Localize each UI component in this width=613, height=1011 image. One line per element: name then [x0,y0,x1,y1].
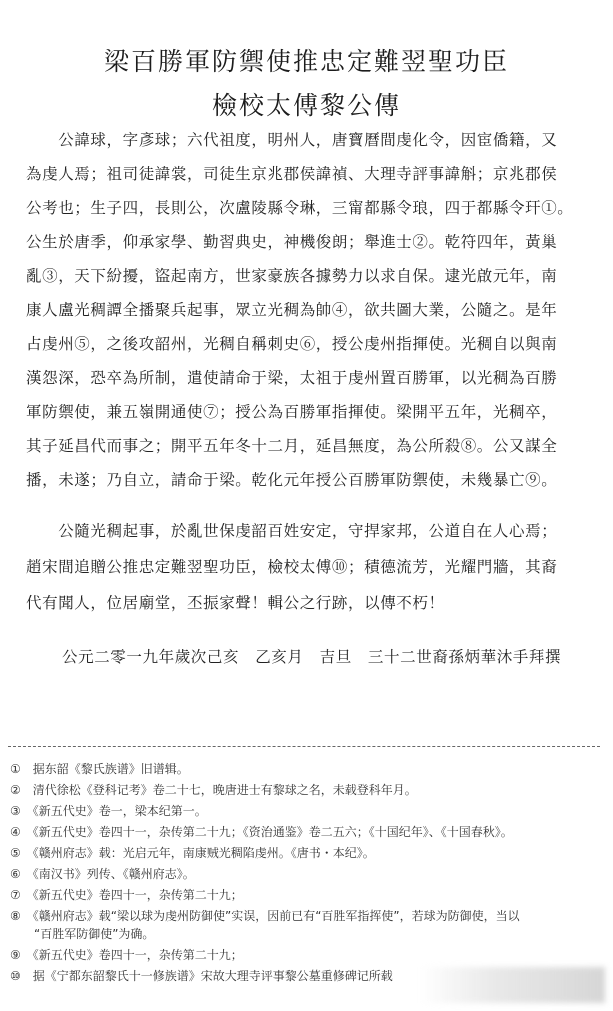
body-line: 播，未遂；乃自立，請命于梁。乾化元年授公百勝軍防禦使，未幾暴亡⑨。 [26,471,558,489]
body-line: 為虔人焉；祖司徒諱裳，司徒生京兆郡侯諱禎、大理寺評事諱斛；京兆郡侯 [26,165,558,183]
footnote-item: ③ 《新五代史》卷一，梁本纪第一。 [10,804,207,818]
body-line: 康人盧光稠譚全播聚兵起事，眾立光稠為帥④，欲共圖大業，公隨之。是年 [26,301,558,319]
body-line: 其子延昌代而事之；開平五年冬十二月，延昌無度，為公所殺⑧。公又謀全 [26,437,558,455]
footnote-item: ⑦ 《新五代史》卷四十一，杂传第二十九； [10,888,243,902]
footnote-item: ⑥ 《南汉书》列传、《赣州府志》。 [10,867,195,881]
body-line: 公隨光稠起事，於亂世保虔韶百姓安定，守捍家邦，公道自在人心焉； [26,522,558,540]
footnote-item: ⑧ 《赣州府志》载“梁以球为虔州防御使”实误，因前已有“百胜军指挥使”，若球为防御使，当以 [10,909,520,923]
footnote-item-continuation: “百胜军防御使”为确。 [10,927,155,941]
body-line: 軍防禦使，兼五嶺開通使⑦；授公為百勝軍指揮使。梁開平五年，光稠卒， [26,403,558,421]
body-line: 趙宋間追贈公推忠定難翌聖功臣，檢校太傅⑩；積德流芳，光耀門牆，其裔 [26,558,558,576]
footnote-divider [8,746,600,747]
footnote-item: ② 清代徐松《登科记考》卷二十七，晚唐进士有黎球之名，未载登科年月。 [10,783,417,797]
body-line: 公生於唐季，仰承家學、勤習典史，神機俊朗；舉進士②。乾符四年，黃巢 [26,233,558,251]
body-line: 漢怨深，恐卒為所制，遣使請命于梁，太祖于虔州置百勝軍，以光稠為百勝 [26,369,558,387]
body-line: 占虔州⑤，之後攻韶州，光稠自稱刺史⑥，授公虔州指揮使。光稠自以與南 [26,335,558,353]
body-line: 亂③，天下紛擾，盜起南方，世家豪族各據勢力以求自保。逮光啟元年，南 [26,267,558,285]
footnote-item: ⑩ 据《宁都东韶黎氏十一修族谱》宋故大理寺评事黎公墓重修碑记所载 [10,969,393,983]
body-line: 公諱球，字彥球；六代祖度，明州人，唐寶曆間虔化令，因宦僑籍，又 [26,131,558,149]
body-line: 公考也；生子四，長則公，次盧陵縣令琳，三甯都縣令琅，四于都縣令玕①。 [26,199,574,217]
footnote-item: ① 据东韶《黎氏族谱》旧谱辑。 [10,762,189,776]
footnote-item: ⑨ 《新五代史》卷四十一，杂传第二十九； [10,948,243,962]
document-title-line-1: 梁百勝軍防禦使推忠定難翌聖功臣 [103,47,509,76]
footnote-item: ④ 《新五代史》卷四十一，杂传第二十九；《资治通鉴》卷二五六；《十国纪年》、《十国春秋》。 [10,825,513,839]
footnote-item: ⑤ 《赣州府志》载：光启元年，南康贼光稠陷虔州。《唐书・本纪》。 [10,846,375,860]
watermark-smudge [420,967,605,1003]
document-title-line-2: 檢校太傅黎公傳 [211,91,401,120]
body-line: 代有聞人，位居廟堂，丕振家聲！輯公之行跡，以傳不朽！ [26,594,445,612]
author-signature: 公元二零一九年歲次己亥 乙亥月 吉旦 三十二世裔孫炳華沐手拜撰 [62,648,562,666]
